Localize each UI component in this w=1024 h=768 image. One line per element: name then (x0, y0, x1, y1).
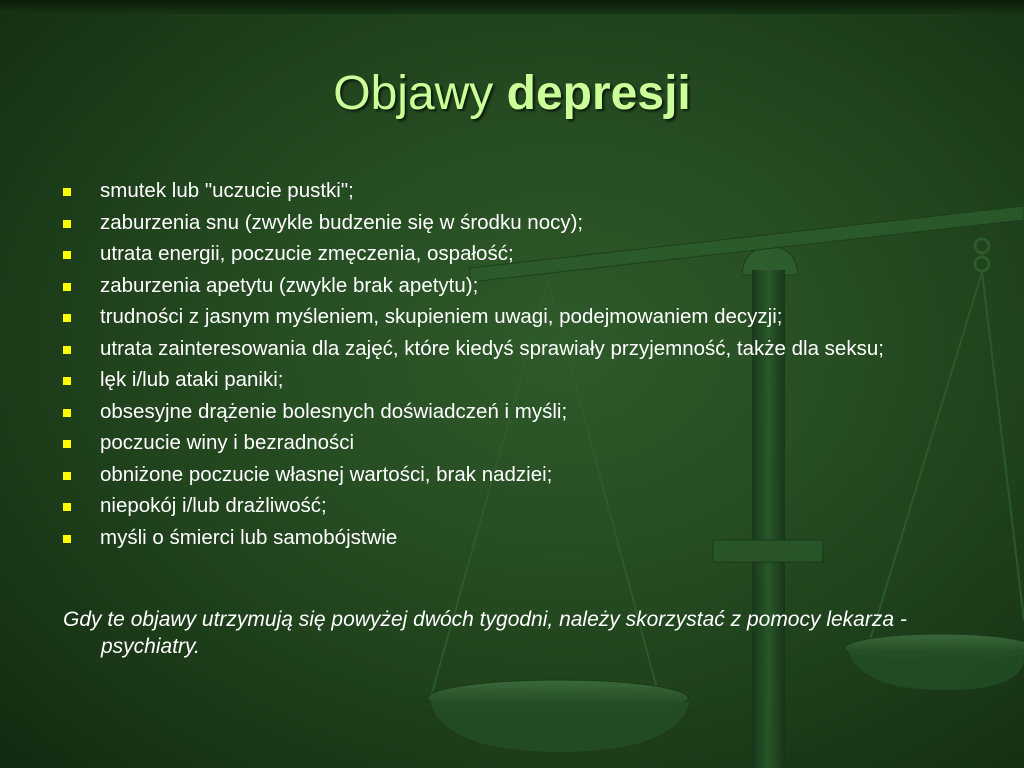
list-item-text: smutek lub "uczucie pustki"; (100, 179, 354, 202)
list-item (60, 338, 980, 360)
list-item (60, 464, 980, 486)
bullet-square-icon (63, 314, 71, 322)
list-item (60, 527, 980, 549)
list-item (60, 306, 980, 328)
symptom-list (60, 180, 980, 558)
list-item-text: lęk i/lub ataki paniki; (100, 368, 284, 391)
list-item-text: zaburzenia apetytu (zwykle brak apetytu); (100, 273, 479, 297)
list-item-text: trudności z jasnym myśleniem, skupieniem uwagi, podejmowaniem decyzji; (100, 305, 783, 328)
bullet-square-icon (63, 409, 71, 417)
list-item-text: utrata energii, poczucie zmęczenia, ospałość; (100, 242, 514, 265)
bullet-square-icon (63, 220, 71, 228)
list-item-text: niepokój i/lub drażliwość; (100, 494, 327, 517)
list-item (60, 275, 980, 297)
list-item (60, 495, 980, 517)
bullet-square-icon (63, 251, 71, 259)
list-item (60, 401, 980, 423)
list-item (60, 243, 980, 265)
list-item-text: obniżone poczucie własnej wartości, brak nadziei; (100, 462, 553, 486)
bullet-square-icon (63, 535, 71, 543)
bullet-square-icon (63, 377, 71, 385)
list-item (60, 432, 980, 454)
list-item (60, 180, 980, 202)
title-bold: depresji (506, 67, 691, 120)
bullet-square-icon (63, 283, 71, 291)
list-item (60, 212, 980, 234)
bullet-square-icon (63, 346, 71, 354)
closing-note: Gdy te objawy utrzymują się powyżej dwóch tygodni, należy skorzystać z pomocy lekarza -psychiatry. (63, 608, 907, 658)
list-item-text: zaburzenia snu (zwykle budzenie się w środku nocy); (100, 210, 584, 234)
list-item-text: utrata zainteresowania dla zajęć, które kiedyś sprawiały przyjemność, także dla seksu; (100, 336, 884, 360)
list-item-text: obsesyjne drążenie bolesnych doświadczeń i myśli; (100, 399, 568, 423)
slide-title (0, 66, 1024, 121)
bullet-square-icon (63, 472, 71, 480)
list-item-text: myśli o śmierci lub samobójstwie (100, 525, 398, 549)
bullet-square-icon (63, 188, 71, 196)
title-regular: Objawy (333, 67, 494, 120)
bullet-square-icon (63, 503, 71, 511)
list-item (60, 369, 980, 391)
bullet-square-icon (63, 440, 71, 448)
list-item-text: poczucie winy i bezradności (100, 431, 355, 454)
